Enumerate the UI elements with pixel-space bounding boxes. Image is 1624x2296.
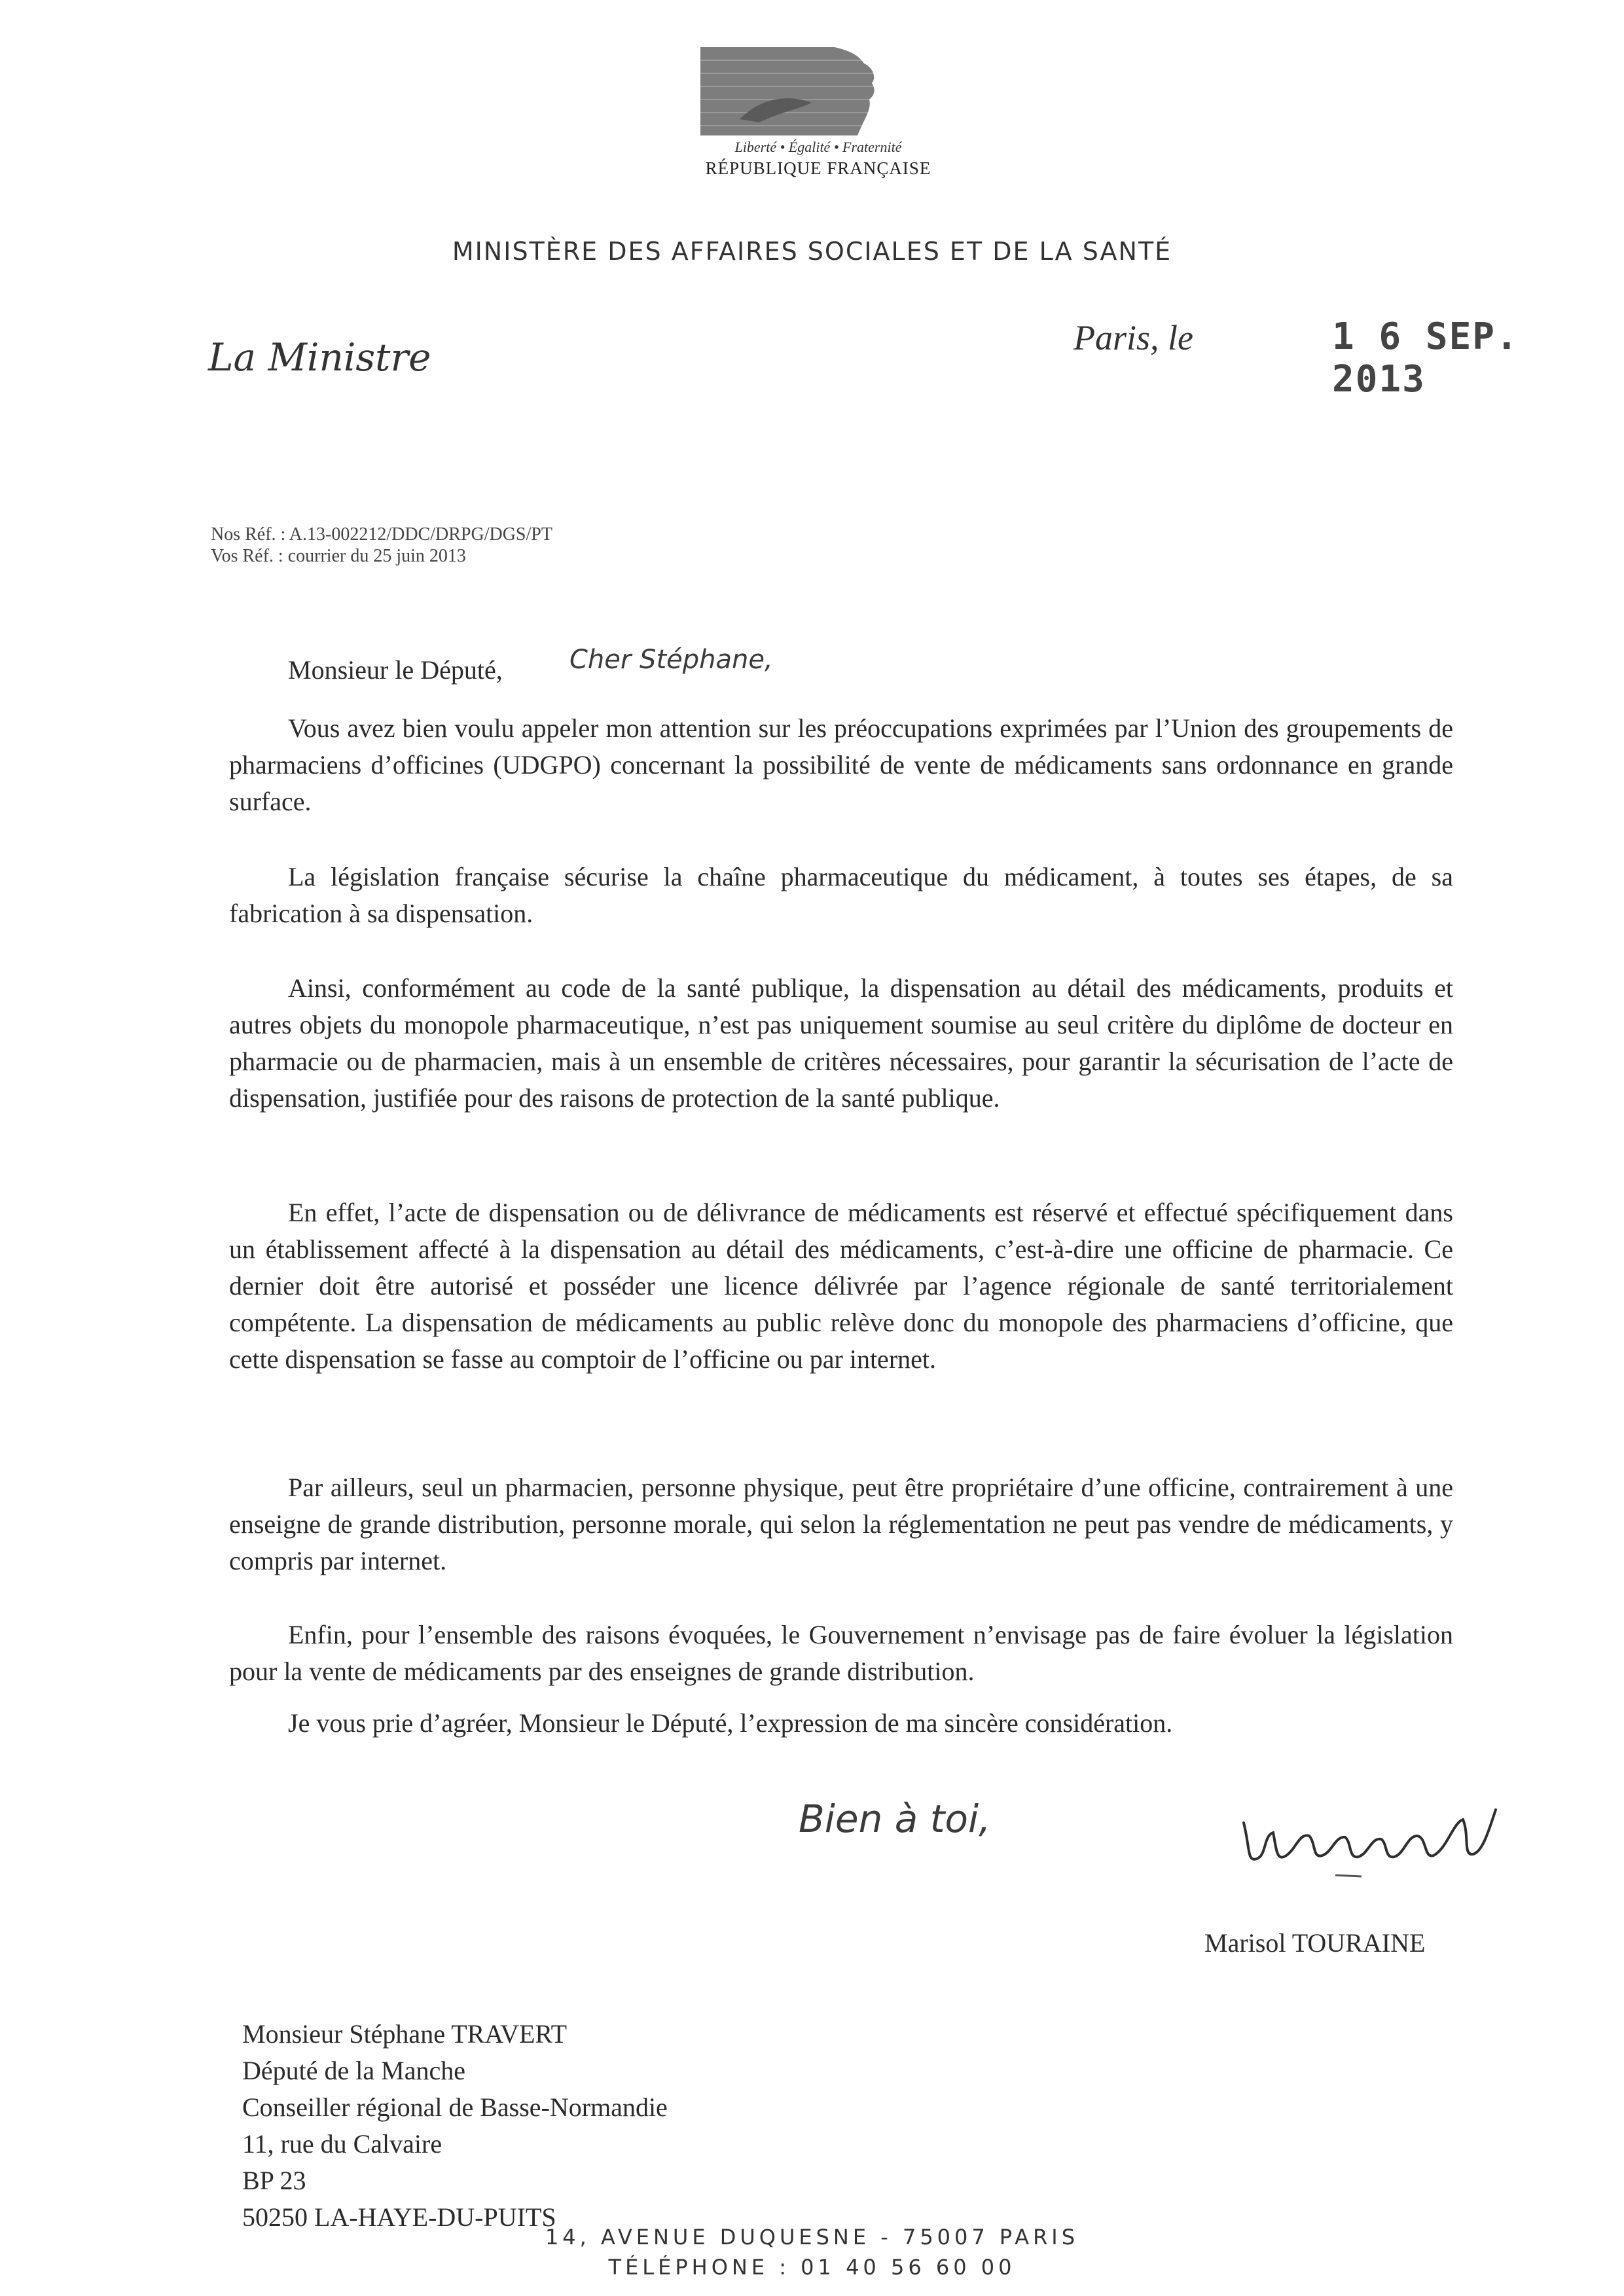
paragraph-text: Par ailleurs, seul un pharmacien, personne physique, peut être propriétaire d’une officine, contrairement à une enseigne de grande distribution, personne morale, qui selon la réglementation ne peut pas vendre de médicaments, y compris par internet. — [229, 1473, 1453, 1575]
footer-phone: TÉLÉPHONE : 01 40 56 60 00 — [608, 2255, 1016, 2277]
recipient-city: 50250 LA-HAYE-DU-PUITS — [242, 2202, 556, 2232]
paragraph-2 — [229, 859, 1453, 932]
paragraph-3 — [229, 970, 1453, 1117]
paragraph-text: Ainsi, conformément au code de la santé publique, la dispensation au détail des médicaments, produits et autres objets du monopole pharmaceutique, n’est pas uniquement soumise au seul critère du diplôme de docteur en pharmacie ou de pharmacien, mais à un ensemble de critères nécessaires, pour garantir la sécurisation de l’acte de dispensation, justifiée pour des raisons de protection de la santé publique. — [229, 973, 1453, 1113]
footer-address: 14, AVENUE DUQUESNE - 75007 PARIS — [545, 2225, 1079, 2250]
recipient-street: 11, rue du Calvaire — [242, 2129, 442, 2159]
handwritten-salutation: Cher Stéphane, — [569, 645, 773, 675]
handwritten-closing: Bien à toi, — [799, 1797, 991, 1841]
paragraph-text: Vous avez bien voulu appeler mon attention sur les préoccupations exprimées par l’Union des groupements de pharmaciens d’officines (UDGPO) concernant la possibilité de vente de médicaments sans ordonnance en grande surface. — [229, 713, 1453, 816]
recipient-po-box: BP 23 — [242, 2166, 306, 2195]
signature-icon — [1237, 1797, 1512, 1888]
paragraph-7 — [229, 1705, 1453, 1742]
recipient-role: Conseiller régional de Basse-Normandie — [242, 2092, 668, 2122]
paragraph-text: En effet, l’acte de dispensation ou de délivrance de médicaments est réservé et effectué spécifiquement dans un établissement affecté à la dispensation au détail des médicaments, c’est-à-dire une officine de pharmacie. Ce dernier doit être autorisé et posséder une licence délivrée par l’agence régionale de santé territorialement compétente. La dispensation de médicaments au public relève donc du monopole des pharmaciens d’officine, que cette dispensation se fasse au comptoir de l’officine ou par internet. — [229, 1198, 1453, 1374]
republic-motto: Liberté • Égalité • Fraternité — [734, 139, 902, 155]
salutation: Monsieur le Député, — [288, 655, 503, 685]
paragraph-6 — [229, 1617, 1453, 1690]
reference-block — [211, 524, 552, 567]
signer-title: La Ministre — [208, 335, 431, 380]
paragraph-4 — [229, 1194, 1453, 1378]
signer-name: Marisol TOURAINE — [1204, 1928, 1426, 1958]
recipient-name: Monsieur Stéphane TRAVERT — [242, 2019, 568, 2049]
handwritten-signature — [1237, 1797, 1512, 1892]
recipient-address — [242, 2016, 668, 2236]
paragraph-5 — [229, 1469, 1453, 1579]
ministry-footer — [0, 2222, 1624, 2277]
your-reference: Vos Réf. : courrier du 25 juin 2013 — [211, 546, 466, 566]
paragraph-text: Enfin, pour l’ensemble des raisons évoquées, le Gouvernement n’envisage pas de faire évoluer la législation pour la vente de médicaments par des enseignes de grande distribution. — [229, 1620, 1453, 1686]
marianne-profile-icon — [700, 47, 936, 135]
paragraph-text: La législation française sécurise la chaîne pharmaceutique du médicament, à toutes ses étapes, de sa fabrication à sa dispensation. — [229, 862, 1453, 928]
republic-name: RÉPUBLIQUE FRANÇAISE — [705, 158, 931, 178]
our-reference: Nos Réf. : A.13-002212/DDC/DRPG/DGS/PT — [211, 524, 552, 545]
date-stamp: 1 6 SEP. 2013 — [1332, 315, 1519, 401]
place-date-label: Paris, le — [1074, 318, 1193, 357]
ministry-heading: MINISTÈRE DES AFFAIRES SOCIALES ET DE LA SANTÉ — [452, 237, 1172, 266]
paragraph-1 — [229, 710, 1453, 820]
recipient-title: Député de la Manche — [242, 2056, 465, 2085]
closing-formula: Je vous prie d’agréer, Monsieur le Député, l’expression de ma sincère considération. — [288, 1708, 1173, 1738]
marianne-logo — [700, 47, 936, 135]
